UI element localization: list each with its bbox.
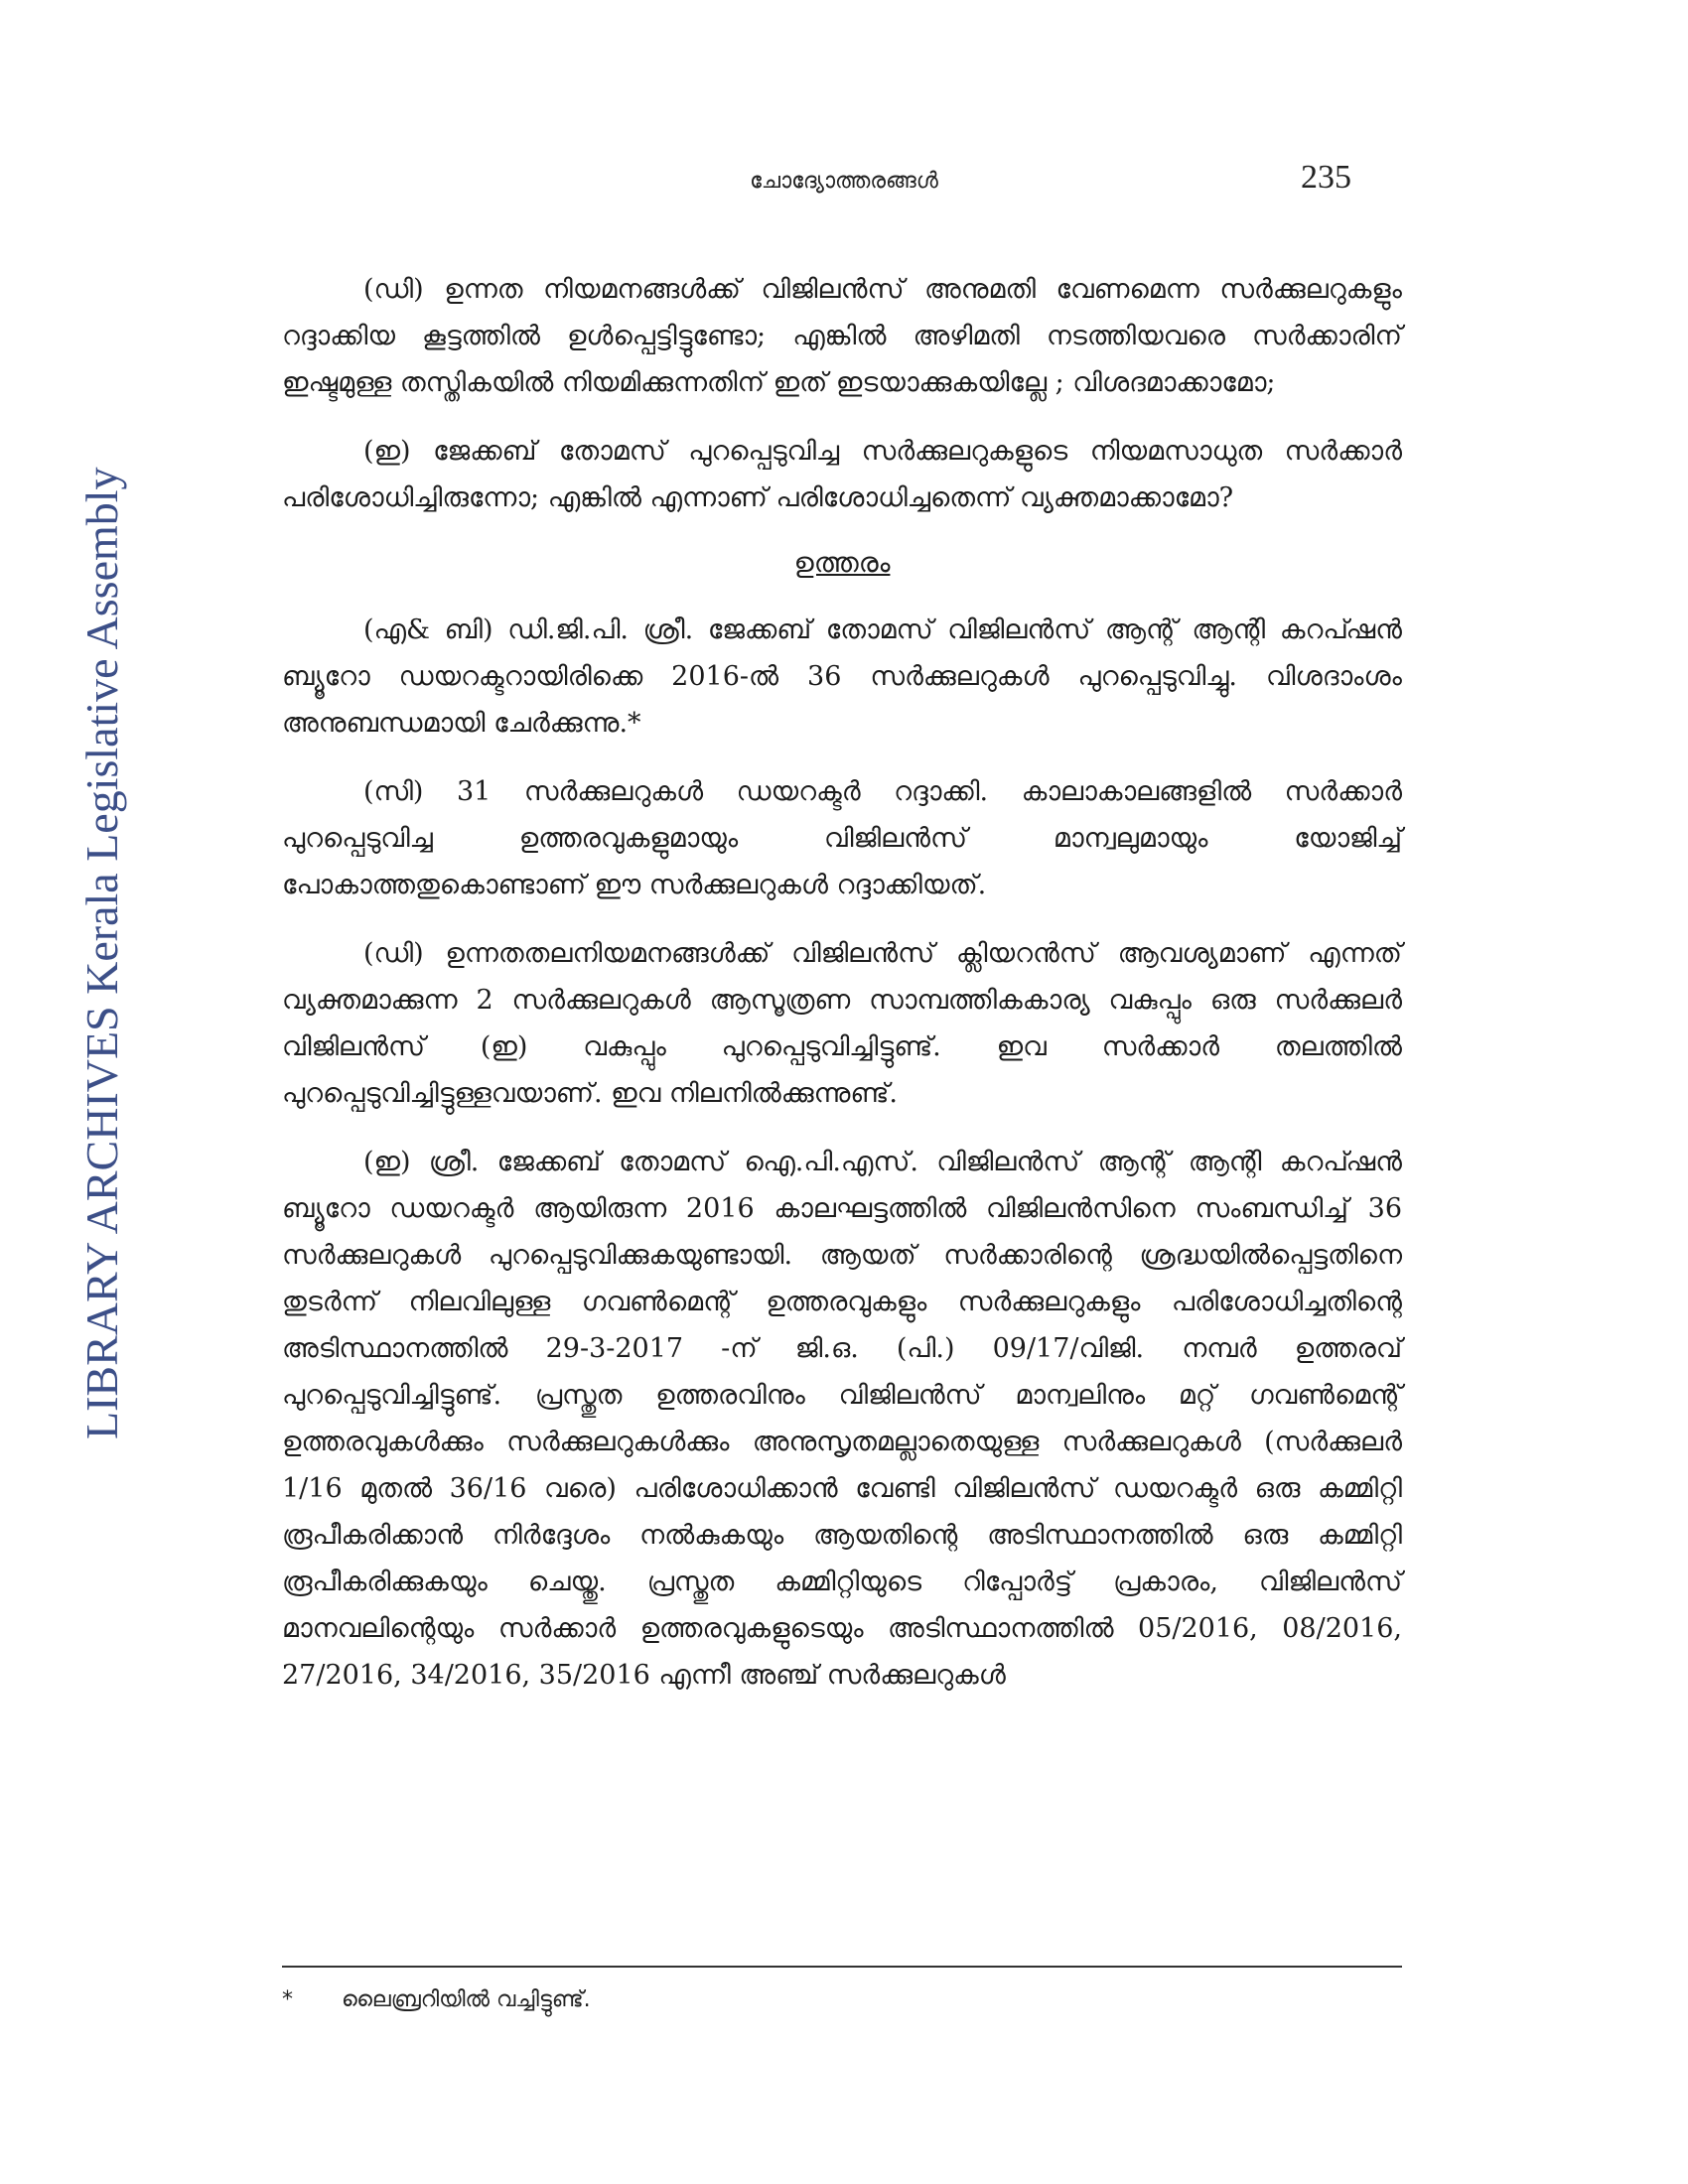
answer-e: (ഇ) ശ്രീ. ജേക്കബ് തോമസ് ഐ.പി.എസ്. വിജിലൻസ് ആന്റ് ആന്റി കറപ്ഷൻ ബ്യൂറോ ഡയറക്ടർ ആയിരുന്ന 2016 കാലഘട്ടത്തിൽ വിജിലൻസിനെ സംബന്ധിച്ച് 36 സർക്കുലറുകൾ പുറപ്പെടുവിക്കുകയുണ്ടായി. ആയത് സർക്കാരിന്റെ ശ്രദ്ധയിൽപ്പെട്ടതിനെ തുടർന്ന് നിലവിലുള്ള ഗവൺമെന്റ് ഉത്തരവുകളും സർക്കുലറുകളും പരിശോധിച്ചതിന്റെ അടിസ്ഥാനത്തിൽ 29-3-2017 -ന് ജി.ഒ. (പി.) 09/17/വിജി. നമ്പർ ഉത്തരവ് പുറപ്പെടുവിച്ചിട്ടുണ്ട്. പ്രസ്തുത ഉത്തരവിനും വിജിലൻസ് മാന്വലിനും മറ്റ് ഗവൺമെന്റ് ഉത്തരവുകൾക്കും സർക്കുലറുകൾക്കും അനുസൃതമല്ലാതെയുള്ള സർക്കുലറുകൾ (സർക്കുലർ 1/16 മുതൽ 36/16 വരെ) പരിശോധിക്കാൻ വേണ്ടി വിജിലൻസ് ഡയറക്ടർ ഒരു കമ്മിറ്റി രൂപീകരിക്കാൻ നിർദ്ദേശം നൽകുകയും ആയതിന്റെ അടിസ്ഥാനത്തിൽ ഒരു കമ്മിറ്റി രൂപീകരിക്കുകയും ചെയ്തു. പ്രസ്തുത കമ്മിറ്റിയുടെ റിപ്പോർട്ട് പ്രകാരം, വിജിലൻസ് മാനവലിന്റെയും സർക്കാർ ഉത്തരവുകളുടെയും അടിസ്ഥാനത്തിൽ 05/2016, 08/2016, 27/2016, 34/2016, 35/2016 എന്നീ അഞ്ച് സർക്കുലറുകൾ bbox=[282, 1147, 1402, 1691]
answer-a-b: (എ& ബി) ഡി.ജി.പി. ശ്രീ. ജേക്കബ് തോമസ് വിജിലൻസ് ആന്റ് ആന്റി കറപ്ഷൻ ബ്യൂറോ ഡയറക്ടറായിരിക്കെ 2016-ൽ 36 സർക്കുലറുകൾ പുറപ്പെടുവിച്ചു. വിശദാംശം അനുബന്ധമായി ചേർക്കുന്നു.* bbox=[282, 614, 1402, 739]
footnote-divider bbox=[282, 1966, 1402, 1968]
footnote-mark: * bbox=[282, 1987, 293, 2012]
answer-d: (ഡി) ഉന്നതതലനിയമനങ്ങൾക്ക് വിജിലൻസ് ക്ലിയറൻസ് ആവശ്യമാണ് എന്നത് വ്യക്തമാക്കുന്ന 2 സർക്കുലറുകൾ ആസൂത്രണ സാമ്പത്തികകാര്യ വകുപ്പും ഒരു സർക്കുലർ വിജിലൻസ് (ഇ) വകുപ്പും പുറപ്പെടുവിച്ചിട്ടുണ്ട്. ഇവ സർക്കാർ തലത്തിൽ പുറപ്പെടുവിച്ചിട്ടുള്ളവയാണ്. ഇവ നിലനിൽക്കുന്നുണ്ട്. bbox=[282, 938, 1402, 1109]
page-body bbox=[282, 266, 1402, 1720]
question-d: (ഡി) ഉന്നത നിയമനങ്ങൾക്ക് വിജിലൻസ് അനുമതി വേണമെന്ന സർക്കുലറുകളും റദ്ദാക്കിയ കൂട്ടത്തിൽ ഉൾപ്പെട്ടിട്ടുണ്ടോ; എങ്കിൽ അഴിമതി നടത്തിയവരെ സർക്കാരിന് ഇഷ്ടമുള്ള തസ്തികയിൽ നിയമിക്കുന്നതിന് ഇത് ഇടയാക്കുകയില്ലേ ; വിശദമാക്കാമോ; bbox=[282, 274, 1402, 398]
answer-c: (സി) 31 സർക്കുലറുകൾ ഡയറക്ടർ റദ്ദാക്കി. കാലാകാലങ്ങളിൽ സർക്കാർ പുറപ്പെടുവിച്ച ഉത്തരവുകളുമായും വിജിലൻസ് മാന്വലുമായും യോജിച്ച് പോകാത്തതുകൊണ്ടാണ് ഈ സർക്കുലറുകൾ റദ്ദാക്കിയത്. bbox=[282, 776, 1402, 900]
footnote-text: ലൈബ്രറിയിൽ വച്ചിട്ടുണ്ട്. bbox=[342, 1987, 591, 2012]
footnote bbox=[282, 1987, 591, 2012]
question-e: (ഇ) ജേക്കബ് തോമസ് പുറപ്പെടുവിച്ച സർക്കുലറുകളുടെ നിയമസാധുത സർക്കാർ പരിശോധിച്ചിരുന്നോ; എങ്കിൽ എന്നാണ് പരിശോധിച്ചതെന്ന് വ്യക്തമാക്കാമോ? bbox=[282, 436, 1402, 513]
page-number: 235 bbox=[1301, 159, 1351, 196]
answer-heading: ഉത്തരം bbox=[793, 546, 891, 579]
archive-watermark: LIBRARY ARCHIVES Kerala Legislative Assembly bbox=[76, 467, 127, 1439]
page-header-title: ചോദ്യോത്തരങ്ങൾ bbox=[750, 169, 938, 194]
